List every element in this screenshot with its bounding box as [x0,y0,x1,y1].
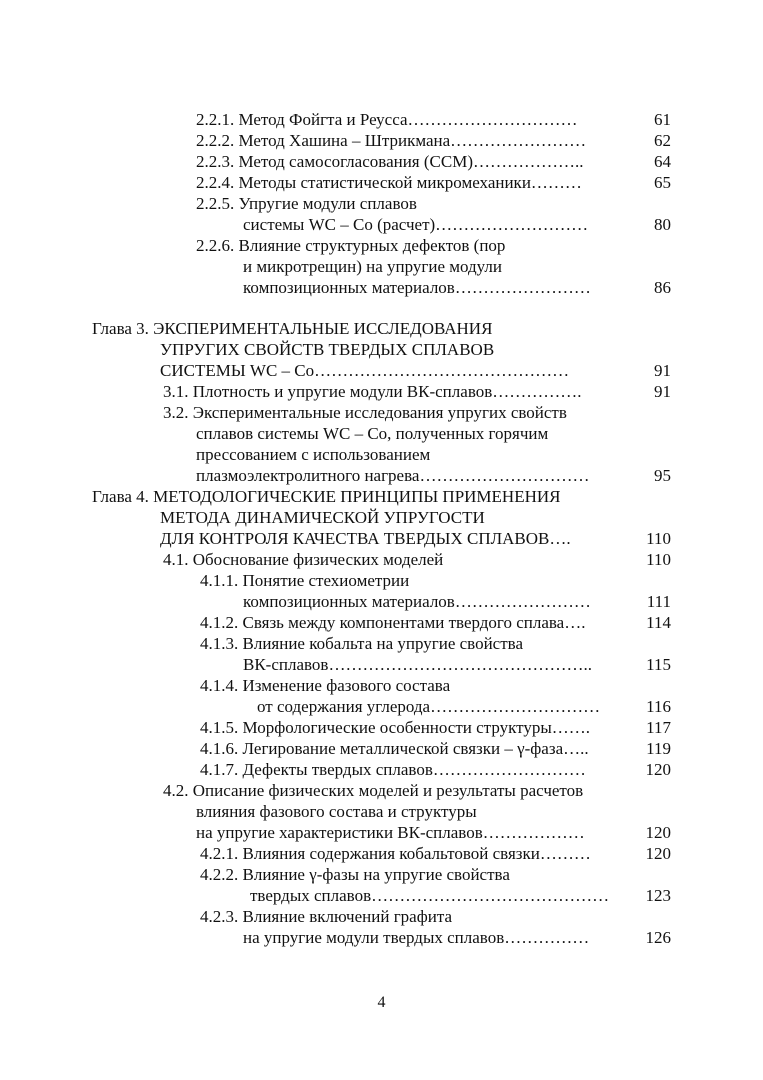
toc-page-4-1-4: 116 [646,697,671,716]
toc-page-2-2-4: 65 [654,173,671,192]
toc-entry-4-1-3: 4.1.3. Влияние кобальта на упругие свойства [200,634,523,653]
toc-page-4-2-1: 120 [645,844,671,863]
toc-entry-4-1-6: 4.1.6. Легирование металлической связки – γ-фаза….. [200,739,589,758]
page-number: 4 [377,994,386,1011]
toc-entry-3-2: 3.2. Экспериментальные исследования упругих свойств [163,403,567,422]
toc-page-4-2-2: 123 [645,886,671,905]
toc-entry-2-2-6: 2.2.6. Влияние структурных дефектов (пор [196,236,506,255]
toc-entry-4-1-4: 4.1.4. Изменение фазового состава [200,676,451,695]
toc-entry-4-2-1: 4.2.1. Влияния содержания кобальтовой связки……… [200,844,591,863]
toc-entry-4-1-7: 4.1.7. Дефекты твердых сплавов……………………… [200,760,586,779]
toc-entry-4-1-1-cont: композиционных материалов…………………… [243,592,591,611]
toc-entry-2-2-1: 2.2.1. Метод Фойгта и Реусса………………………… [196,110,578,129]
toc-chapter-3: Глава 3. ЭКСПЕРИМЕНТАЛЬНЫЕ ИССЛЕДОВАНИЯ [92,319,493,338]
toc-page-4-1: 110 [646,550,671,569]
toc-page-4-1-1: 111 [646,592,671,611]
toc-chapter-4: Глава 4. МЕТОДОЛОГИЧЕСКИЕ ПРИНЦИПЫ ПРИМЕНЕНИЯ [92,487,561,506]
toc-entry-4-2-3-cont: на упругие модули твердых сплавов…………… [243,928,590,947]
toc-page-3-1: 91 [654,382,671,401]
toc-entry-2-2-4: 2.2.4. Методы статистической микромеханики……… [196,173,582,192]
toc-entry-4-2-cont2: на упругие характеристики ВК-сплавов……………… [196,823,585,842]
toc-entry-4-2-3: 4.2.3. Влияние включений графита [200,907,453,926]
toc-entry-4-1-2: 4.1.2. Связь между компонентами твердого сплава…. [200,613,586,632]
toc-page-3-2: 95 [654,466,671,485]
toc-page-2-2-3: 64 [654,152,671,171]
toc-page-chapter-3: 91 [654,361,671,380]
toc-entry-3-2-cont2: прессованием с использованием [196,445,431,464]
toc-entry-3-1: 3.1. Плотность и упругие модули ВК-сплавов……………. [163,382,582,401]
toc-page-chapter-4: 110 [646,529,671,548]
toc-entry-4-1-4-cont: от содержания углерода………………………… [257,697,601,716]
toc-entry-3-2-cont1: сплавов системы WC – Co, полученных горячим [196,424,549,443]
toc-entry-2-2-5-cont: системы WC – Co (расчет)……………………… [243,215,589,234]
toc-page-4-2-3: 126 [645,928,671,947]
toc-entry-2-2-6-cont1: и микротрещин) на упругие модули [243,257,503,276]
toc-entry-4-2-2-cont: твердых сплавов…………………………………… [250,886,610,905]
toc-page-4-1-3: 115 [646,655,671,674]
toc-chapter-3-cont1: УПРУГИХ СВОЙСТВ ТВЕРДЫХ СПЛАВОВ [160,340,495,359]
toc-chapter-3-cont2: СИСТЕМЫ WC – Co……………………………………… [160,361,570,380]
toc-page-2-2-5: 80 [654,215,671,234]
toc-entry-4-1-3-cont: ВК-сплавов……………………………………….. [243,655,592,674]
toc-chapter-4-cont2: ДЛЯ КОНТРОЛЯ КАЧЕСТВА ТВЕРДЫХ СПЛАВОВ…. [160,529,571,548]
toc-entry-2-2-3: 2.2.3. Метод самосогласования (ССМ)……………….. [196,152,584,171]
toc-entry-3-2-cont3: плазмоэлектролитного нагрева………………………… [196,466,590,485]
toc-page-4-1-2: 114 [646,613,671,632]
toc-entry-2-2-5: 2.2.5. Упругие модули сплавов [196,194,417,213]
toc-page-4-1-7: 120 [645,760,671,779]
toc-entry-4-2-2: 4.2.2. Влияние γ-фазы на упругие свойства [200,865,510,884]
toc-chapter-4-cont1: МЕТОДА ДИНАМИЧЕСКОЙ УПРУГОСТИ [160,508,485,527]
toc-entry-2-2-6-cont2: композиционных материалов…………………… [243,278,591,297]
toc-page-2-2-6: 86 [654,278,671,297]
toc-page-4-1-6: 119 [646,739,671,758]
toc-page-2-2-1: 61 [654,110,671,129]
toc-entry-4-2-cont1: влияния фазового состава и структуры [196,802,477,821]
toc-entry-4-1: 4.1. Обоснование физических моделей [163,550,444,569]
toc-page-4-2: 120 [645,823,671,842]
toc-entry-4-1-1: 4.1.1. Понятие стехиометрии [200,571,410,590]
toc-entry-4-2: 4.2. Описание физических моделей и результаты расчетов [163,781,584,800]
toc-page-2-2-2: 62 [654,131,671,150]
toc-page-4-1-5: 117 [646,718,671,737]
toc-entry-2-2-2: 2.2.2. Метод Хашина – Штрикмана…………………… [196,131,587,150]
toc-entry-4-1-5: 4.1.5. Морфологические особенности структуры……. [200,718,591,737]
